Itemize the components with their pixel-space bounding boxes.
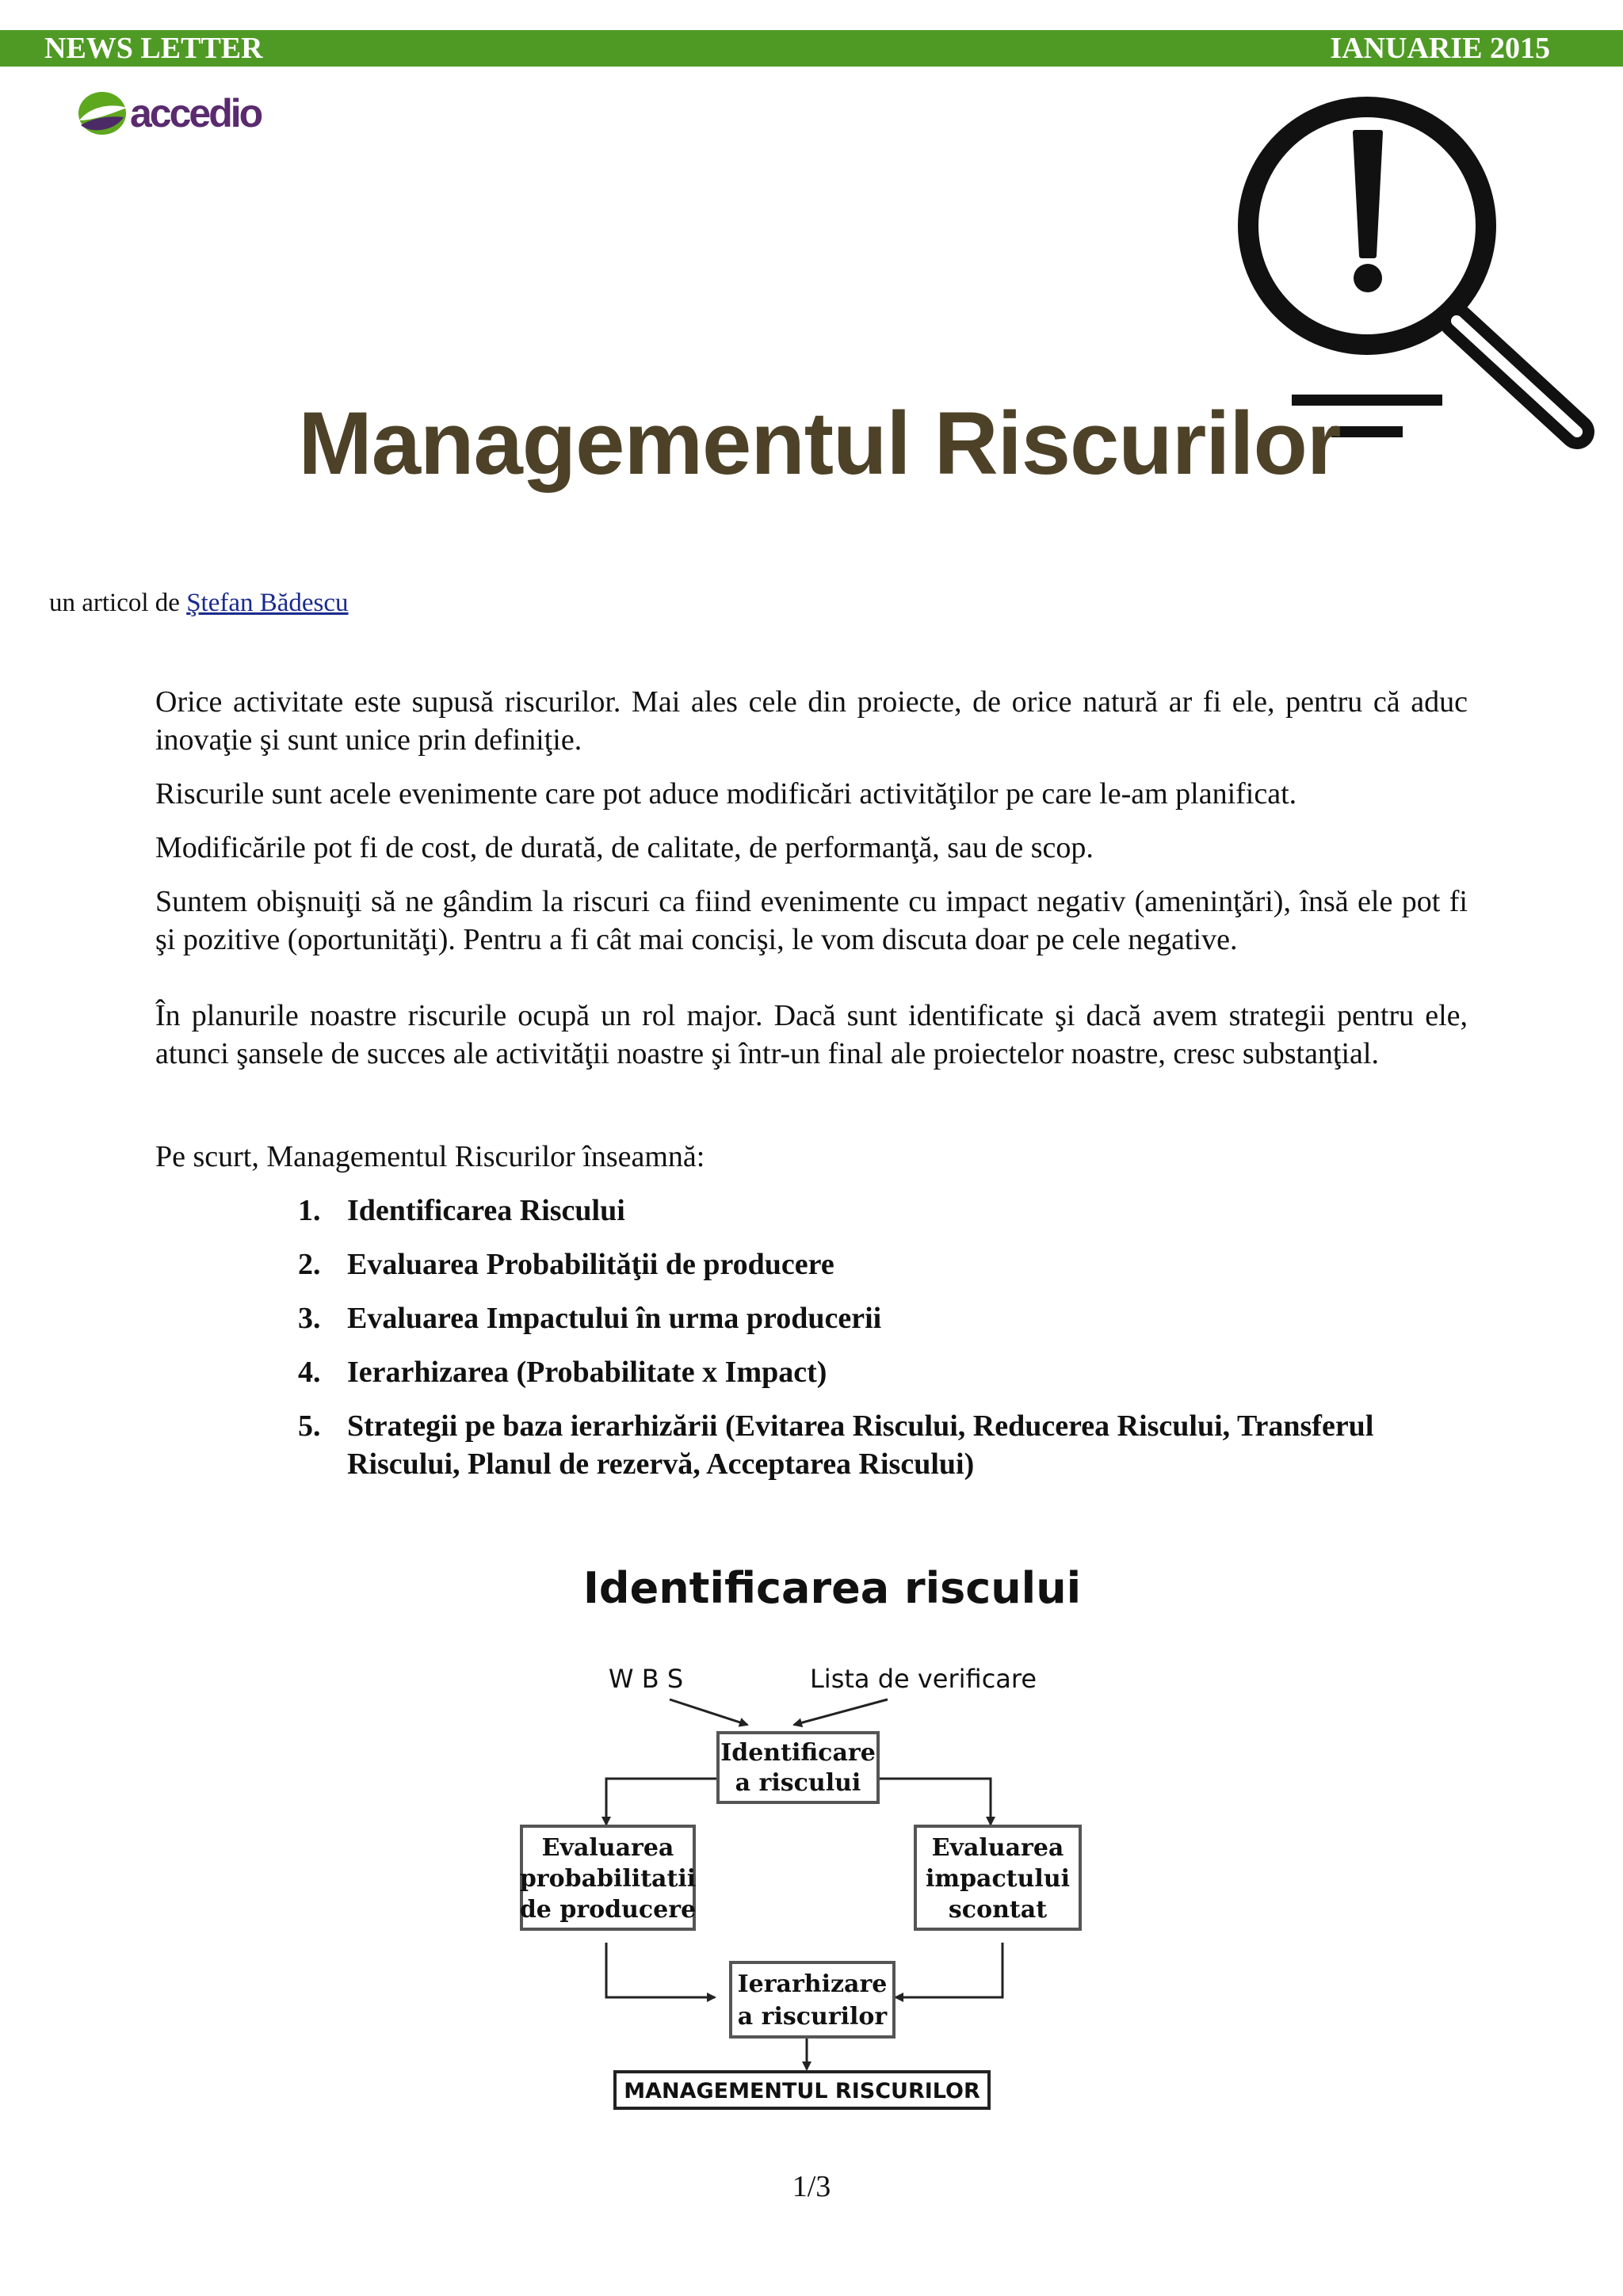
header-bar (0, 30, 1623, 67)
box-final-label: MANAGEMENTUL RISCURILOR (624, 2079, 980, 2103)
list-intro: Pe scurt, Managementul Riscurilor înseamnă: (155, 1140, 705, 1173)
issue-date: IANUARIE 2015 (1330, 32, 1550, 65)
diagram-input-wbs: W B S (608, 1664, 684, 1694)
byline-prefix: un articol de (49, 589, 180, 617)
box-probability (520, 1826, 696, 1929)
box-probability-line1: Evaluarea (541, 1834, 674, 1862)
list-item (298, 1245, 1468, 1283)
step-number: 1. (298, 1194, 321, 1227)
steps-list (155, 1192, 1468, 1483)
step-number: 5. (298, 1409, 321, 1443)
paragraph: Suntem obişnuiţi să ne gândim la riscuri ca fiind evenimente cu impact negativ (ameninţări), însă ele pot fi şi pozitive (oportunităţi). Pentru a fi cât mai concişi, le vom discuta doar pe cele negative. (155, 885, 1468, 956)
author-link[interactable]: Ştefan Bădescu (186, 589, 349, 617)
step-number: 4. (298, 1356, 321, 1389)
paragraph: Riscurile sunt acele evenimente care pot aduce modificări activităţilor pe care le-am planificat. (155, 777, 1297, 810)
list-item (298, 1299, 1468, 1337)
logo-wordmark: accedio (130, 91, 262, 135)
step-text: Strategii pe baza ierarhizării (Evitarea Riscului, Reducerea Riscului, Transferul Riscului, Planul de rezervă, Acceptarea Riscului) (347, 1409, 1374, 1481)
box-identify-line2: a riscului (735, 1769, 861, 1797)
box-identify (718, 1733, 878, 1802)
paragraph: Modificările pot fi de cost, de durată, de calitate, de performanţă, sau de scop. (155, 831, 1094, 864)
list-item (298, 1353, 1468, 1391)
page-title (0, 392, 1623, 494)
byline (49, 589, 349, 618)
box-probability-line3: de producere (519, 1896, 697, 1924)
diagram-input-checklist: Lista de verificare (809, 1664, 1037, 1694)
box-impact-line2: impactului (925, 1865, 1071, 1893)
step-text: Evaluarea Impactului în urma producerii (347, 1302, 882, 1335)
page-title-text: Managementul Riscurilor (298, 394, 1341, 493)
box-identify-line1: Identificare (720, 1739, 876, 1767)
step-text: Identificarea Riscului (347, 1194, 625, 1227)
risk-identification-diagram (507, 1557, 1109, 2127)
newsletter-label: NEWS LETTER (44, 32, 263, 65)
step-text: Ierarhizarea (Probabilitate x Impact) (347, 1356, 827, 1389)
article-body (155, 683, 1468, 1499)
box-impact (915, 1826, 1080, 1929)
paragraph: Orice activitate este supusă riscurilor. Mai ales cele din proiecte, de orice natură ar fi ele, pentru că aduc inovaţie şi sunt unice prin definiţie. (155, 685, 1468, 757)
box-impact-line1: Evaluarea (931, 1834, 1064, 1862)
list-item (298, 1192, 1468, 1230)
accedio-logo-icon (76, 89, 128, 138)
step-number: 2. (298, 1248, 321, 1281)
diagram-title: Identificarea riscului (582, 1563, 1082, 1613)
accedio-logo[interactable] (76, 89, 261, 138)
box-ranking (731, 1962, 894, 2037)
box-ranking-line1: Ierarhizare (737, 1970, 888, 1998)
page-number: 1/3 (792, 2170, 831, 2203)
box-ranking-line2: a riscurilor (737, 2003, 888, 2031)
step-text: Evaluarea Probabilităţii de producere (347, 1248, 834, 1281)
box-probability-line2: probabilitatii (519, 1865, 697, 1893)
list-item (298, 1407, 1468, 1483)
step-number: 3. (298, 1302, 321, 1335)
box-impact-line3: scontat (948, 1896, 1048, 1924)
box-final (615, 2072, 989, 2108)
paragraph: În planurile noastre riscurile ocupă un rol major. Dacă sunt identificate şi dacă avem strategii pentru ele, atunci şansele de succes ale activităţii noastre şi într-un final ale proiectelor noastre, cresc substanţial. (155, 999, 1468, 1070)
